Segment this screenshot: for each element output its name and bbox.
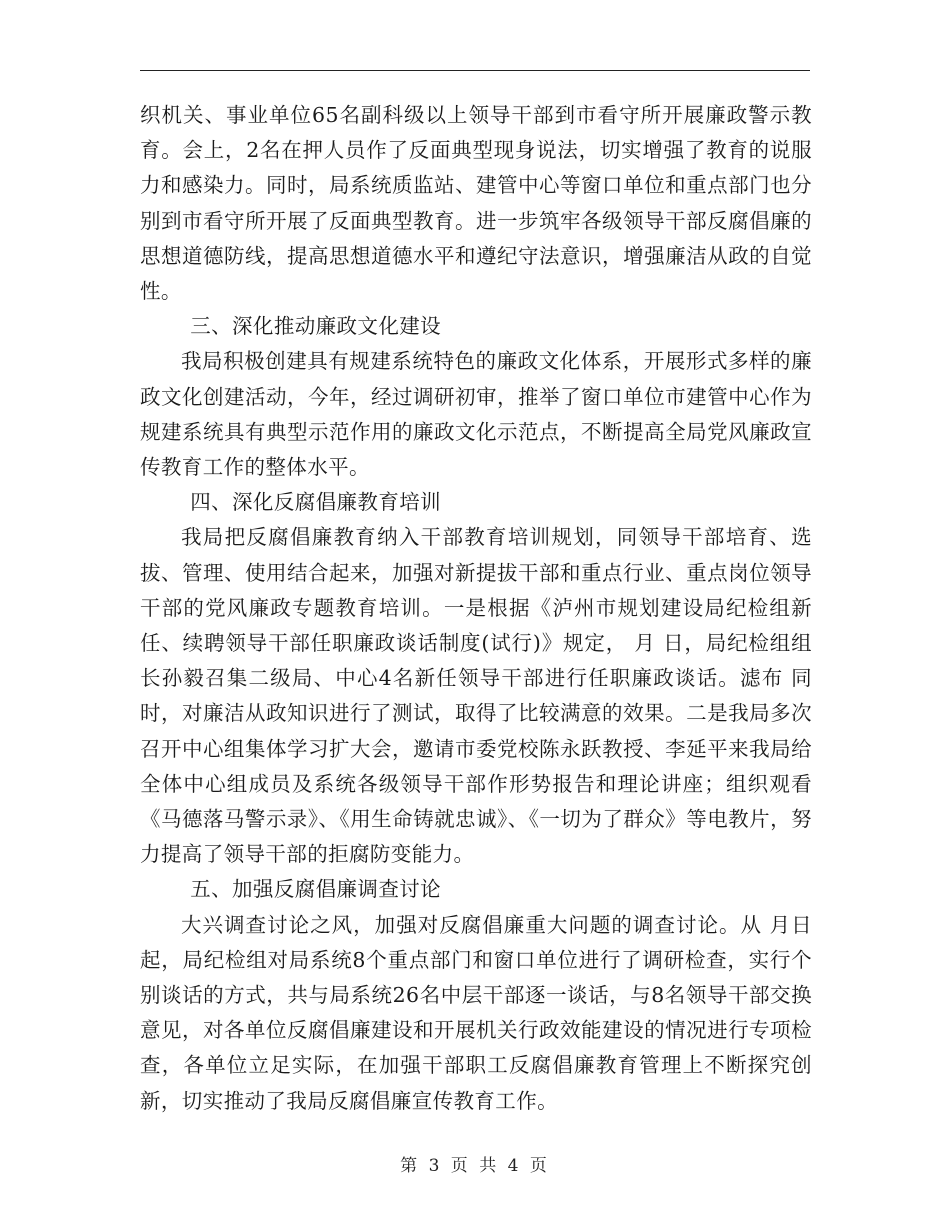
body-paragraph-3: 我局把反腐倡廉教育纳入干部教育培训规划，同领导干部培育、选拔、管理、使用结合起来，加强对新提拔干部和重点行业、重点岗位领导干部的党风廉政专题教育培训。一是根据《泸州市规划建设局纪检组新任、续聘领导干部任职廉政谈话制度(试行)》规定， 月 日，局纪检组组长孙毅召集二级局、中心4名新任领导干部进行任职廉政谈话。滤布 同时，对廉洁从政知识进行了测试，取得了比较满意的效果。二是我局多次召开中心组集体学习扩大会，邀请市委党校陈永跃教授、李延平来我局给全体中心组成员及系统各级领导干部作形势报告和理论讲座；组织观看《马德落马警示录》、《用生命铸就忠诚》、《一切为了群众》等电教片，努力提高了领导干部的拒腐防变能力。	[140, 525, 812, 867]
document-body	[140, 98, 812, 1119]
page-footer: 第 3 页 共 4 页	[400, 1156, 550, 1176]
section-heading-5: 五、加强反腐倡廉调查讨论	[190, 877, 442, 902]
body-paragraph-1: 织机关、事业单位65名副科级以上领导干部到市看守所开展廉政警示教育。会上，2名在押人员作了反面典型现身说法，切实增强了教育的说服力和感染力。同时，局系统质监站、建管中心等窗口单位和重点部门也分别到市看守所开展了反面典型教育。进一步筑牢各级领导干部反腐倡廉的思想道德防线，提高思想道德水平和遵纪守法意识，增强廉洁从政的自觉性。	[140, 103, 812, 304]
body-paragraph-2: 我局积极创建具有规建系统特色的廉政文化体系，开展形式多样的廉政文化创建活动，今年，经过调研初审，推举了窗口单位市建管中心作为规建系统具有典型示范作用的廉政文化示范点，不断提高全局党风廉政宣传教育工作的整体水平。	[140, 349, 812, 480]
body-paragraph-4: 大兴调查讨论之风，加强对反腐倡廉重大问题的调查讨论。从 月日起，局纪检组对局系统8个重点部门和窗口单位进行了调研检查，实行个别谈话的方式，共与局系统26名中层干部逐一谈话，与8名领导干部交换意见，对各单位反腐倡廉建设和开展机关行政效能建设的情况进行专项检查，各单位立足实际，在加强干部职工反腐倡廉教育管理上不断探究创新，切实推动了我局反腐倡廉宣传教育工作。	[140, 912, 812, 1113]
section-heading-3: 三、深化推动廉政文化建设	[190, 314, 442, 339]
header-rule	[140, 70, 810, 71]
section-heading-4: 四、深化反腐倡廉教育培训	[190, 490, 442, 515]
